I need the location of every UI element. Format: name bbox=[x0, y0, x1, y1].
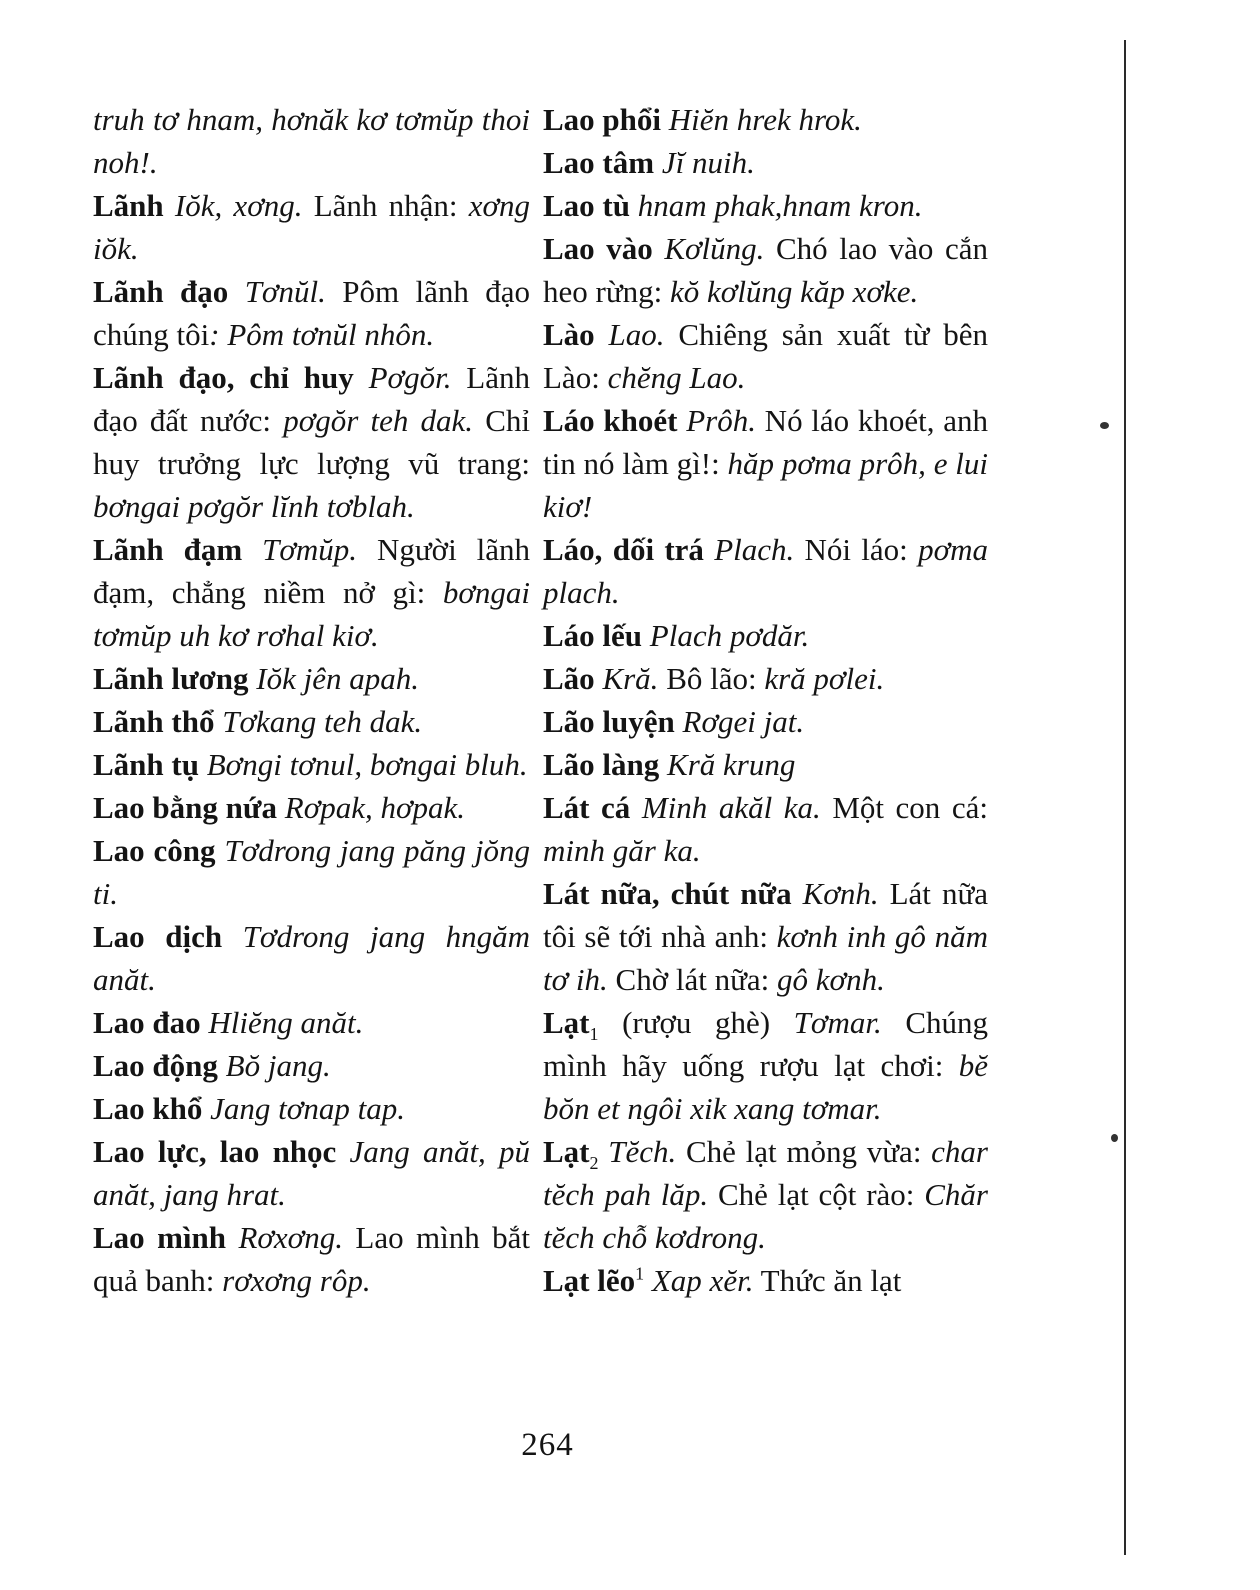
entry-text bbox=[653, 231, 665, 266]
entry-translation: Kơlŭng. bbox=[664, 231, 765, 266]
entry-translation: Prôh. bbox=[686, 403, 756, 438]
dictionary-entry bbox=[543, 98, 988, 141]
entry-translation: minh găr ka. bbox=[543, 833, 701, 868]
entry-text: Người lãnh đạm, chẳng niềm nở gì: bbox=[93, 532, 530, 610]
entry-translation: Tơdrong jang hngăm anăt. bbox=[93, 919, 531, 997]
entry-headword: Lão làng bbox=[543, 747, 660, 782]
entry-headword: Lao động bbox=[93, 1048, 218, 1083]
entry-translation: hnam phak,hnam kron. bbox=[637, 188, 923, 223]
entry-translation: pơma plach. bbox=[543, 532, 988, 610]
entry-headword: Lát nữa, chút nữa bbox=[543, 876, 792, 911]
entry-text bbox=[226, 1220, 238, 1255]
entry-translation: Rơxơng. bbox=[238, 1220, 343, 1255]
entry-translation: Hiĕn hrek hrok. bbox=[668, 102, 862, 137]
entry-translation: Bŏ jang. bbox=[225, 1048, 331, 1083]
entry-headword: Láo lếu bbox=[543, 618, 643, 653]
entry-headword: Lãnh đạo, chỉ huy bbox=[93, 360, 354, 395]
entry-headword: Lãnh đạm bbox=[93, 532, 243, 567]
entry-index: 1 bbox=[589, 1024, 599, 1045]
entry-translation: Jang anăt, pŭ anăt, jang hrat. bbox=[93, 1134, 530, 1212]
dictionary-entry bbox=[93, 356, 530, 528]
entry-headword: Lạt bbox=[543, 1134, 590, 1169]
entry-translation: bĕ bŏn et ngôi xik xang tơmar. bbox=[543, 1048, 988, 1126]
entry-text bbox=[164, 188, 175, 223]
entry-text bbox=[704, 532, 714, 567]
entry-text: Chờ lát nữa: bbox=[607, 962, 778, 997]
dictionary-entry bbox=[543, 786, 988, 872]
entry-translation: rơxơng rôp. bbox=[222, 1263, 371, 1298]
entry-headword: Lạt bbox=[543, 1005, 590, 1040]
entry-translation: Rơgei jat. bbox=[682, 704, 805, 739]
entry-text bbox=[202, 1091, 210, 1126]
dictionary-entry bbox=[543, 313, 988, 399]
entry-translation: Iŏk jên apah. bbox=[256, 661, 419, 696]
entry-text bbox=[675, 704, 683, 739]
entry-headword: Lãnh lương bbox=[93, 661, 249, 696]
entry-text: (rượu ghè) bbox=[598, 1005, 794, 1040]
entry-text: Pôm lãnh đạo chúng tôi bbox=[93, 274, 530, 352]
entry-headword: Lao công bbox=[93, 833, 216, 868]
entry-text bbox=[630, 790, 642, 825]
entry-text bbox=[792, 876, 803, 911]
entry-headword: Lão bbox=[543, 661, 595, 696]
entry-text bbox=[277, 790, 285, 825]
entry-headword: Lát cá bbox=[543, 790, 631, 825]
entry-translation: xơng iŏk. bbox=[93, 188, 531, 266]
entry-translation: Kră krung bbox=[667, 747, 796, 782]
dictionary-entry bbox=[93, 915, 530, 1001]
entry-text: Một con cá: bbox=[820, 790, 988, 825]
dictionary-entry bbox=[543, 141, 988, 184]
entry-translation: Minh akăl ka. bbox=[641, 790, 821, 825]
entry-translation: Kơnh. bbox=[802, 876, 879, 911]
entry-headword: Lão luyện bbox=[543, 704, 675, 739]
entry-text: Chúng mình hãy uống rượu lạt chơi: bbox=[543, 1005, 988, 1083]
entry-text: Nói láo: bbox=[794, 532, 919, 567]
entry-translation: Chăr tĕch chỗ kơdrong. bbox=[543, 1177, 988, 1255]
entry-translation: Tơmar. bbox=[793, 1005, 882, 1040]
entry-text bbox=[661, 102, 669, 137]
entry-text bbox=[242, 532, 262, 567]
page-number: 264 bbox=[521, 1427, 574, 1463]
dictionary-entry bbox=[93, 1044, 530, 1087]
dictionary-entry bbox=[543, 1259, 988, 1302]
entry-headword: Lãnh tụ bbox=[93, 747, 199, 782]
entry-text: Thức ăn lạt bbox=[753, 1263, 902, 1298]
entry-headword: Lao bằng nứa bbox=[93, 790, 278, 825]
entry-text: Chẻ lạt mỏng vừa: bbox=[676, 1134, 932, 1169]
entry-translation: gô kơnh. bbox=[777, 962, 885, 997]
dictionary-entry bbox=[93, 700, 530, 743]
entry-translation: Tơnŭl. bbox=[244, 274, 326, 309]
dictionary-entry bbox=[93, 1087, 530, 1130]
dictionary-entry bbox=[543, 528, 988, 614]
entry-translation: pơgŏr teh dak. bbox=[283, 403, 474, 438]
entry-translation: Tơdrong jang păng jŏng ti. bbox=[93, 833, 530, 911]
dictionary-entry bbox=[93, 184, 530, 270]
dictionary-entry bbox=[543, 184, 988, 227]
entry-headword: Lãnh đạo bbox=[93, 274, 229, 309]
entry-translation: Jang tơnap tap. bbox=[210, 1091, 405, 1126]
entry-text: Bô lão: bbox=[658, 661, 765, 696]
dictionary-entry bbox=[93, 528, 530, 657]
entry-text: Lát nữa tôi sẽ tới nhà anh: bbox=[543, 876, 989, 954]
entry-headword: Lao mình bbox=[93, 1220, 227, 1255]
entry-text: Chỉ huy trưởng lực lượng vũ trang: bbox=[93, 403, 530, 481]
entry-text: Chó lao vào cắn heo rừng: bbox=[543, 231, 989, 309]
entry-translation: Kră. bbox=[602, 661, 659, 696]
scan-speck bbox=[1100, 422, 1109, 429]
entry-text bbox=[222, 919, 243, 954]
entry-translation: Pơgŏr. bbox=[368, 360, 452, 395]
entry-translation: kŏ kơlŭng kăp xơke. bbox=[670, 274, 919, 309]
entry-headword: Lào bbox=[543, 317, 595, 352]
dictionary-entry bbox=[93, 1216, 530, 1302]
entry-headword: Lao khổ bbox=[93, 1091, 203, 1126]
dictionary-entry bbox=[543, 399, 988, 528]
entry-text bbox=[677, 403, 686, 438]
entry-text bbox=[354, 360, 369, 395]
entry-text: Chẻ lạt cột rào: bbox=[708, 1177, 925, 1212]
entry-text: Chiêng sản xuất từ bên Lào: bbox=[543, 317, 989, 395]
entry-text bbox=[659, 747, 667, 782]
entry-translation: Tơkang teh dak. bbox=[222, 704, 423, 739]
entry-text bbox=[642, 618, 650, 653]
scan-speck bbox=[1111, 1134, 1118, 1142]
entry-translation: Hliĕng anăt. bbox=[208, 1005, 364, 1040]
dictionary-entry bbox=[543, 1001, 988, 1130]
entry-text bbox=[336, 1134, 349, 1169]
left-column bbox=[93, 98, 530, 1302]
entry-translation: Rơpak, hơpak. bbox=[284, 790, 466, 825]
entry-text bbox=[599, 1134, 609, 1169]
entry-text bbox=[595, 317, 609, 352]
dictionary-entry bbox=[93, 657, 530, 700]
entry-headword: Láo, dối trá bbox=[543, 532, 704, 567]
dictionary-entry bbox=[543, 743, 988, 786]
entry-text: Lao mình bắt quả banh: bbox=[93, 1220, 531, 1298]
entry-translation: Tĕch. bbox=[608, 1134, 677, 1169]
entry-translation: truh tơ hnam, hơnăk kơ tơmŭp thoi noh!. bbox=[93, 102, 530, 180]
dictionary-entry bbox=[93, 829, 530, 915]
entry-headword: Láo khoét bbox=[543, 403, 678, 438]
dictionary-entry bbox=[543, 657, 988, 700]
entry-translation: hăp pơma prôh, e lui kiơ! bbox=[543, 446, 988, 524]
entry-translation: Jĭ nuih. bbox=[661, 145, 755, 180]
dictionary-entry bbox=[543, 227, 988, 313]
entry-headword: Lao vào bbox=[543, 231, 653, 266]
entry-headword: Lao lực, lao nhọc bbox=[93, 1134, 337, 1169]
entry-translation: bơngai tơmŭp uh kơ rơhal kiơ. bbox=[93, 575, 530, 653]
entry-text bbox=[644, 1263, 652, 1298]
right-column bbox=[543, 98, 988, 1302]
dictionary-entry bbox=[93, 1001, 530, 1044]
entry-translation: kră pơlei. bbox=[764, 661, 885, 696]
entry-translation: char tĕch pah lăp. bbox=[543, 1134, 988, 1212]
dictionary-entry bbox=[543, 700, 988, 743]
entry-headword: Lao phổi bbox=[543, 102, 662, 137]
entry-translation: Plach pơdăr. bbox=[649, 618, 810, 653]
entry-text bbox=[630, 188, 638, 223]
entry-translation: Plach. bbox=[714, 532, 795, 567]
entry-text bbox=[654, 145, 662, 180]
entry-headword: Lãnh bbox=[93, 188, 164, 223]
entry-translation: chĕng Lao. bbox=[607, 360, 746, 395]
dictionary-entry bbox=[93, 98, 530, 184]
entry-text: Lãnh nhận: bbox=[302, 188, 469, 223]
entry-text bbox=[228, 274, 244, 309]
entry-headword: Lao đao bbox=[93, 1005, 201, 1040]
entry-translation: Iŏk, xơng. bbox=[174, 188, 303, 223]
entry-text bbox=[199, 747, 207, 782]
dictionary-entry bbox=[543, 614, 988, 657]
entry-headword: Lao dịch bbox=[93, 919, 223, 954]
dictionary-entry bbox=[93, 786, 530, 829]
dictionary-entry bbox=[543, 1130, 988, 1259]
entry-headword: Lãnh thổ bbox=[93, 704, 215, 739]
entry-translation: kơnh inh gô năm tơ ih. bbox=[543, 919, 988, 997]
entry-headword: Lạt lẽo bbox=[543, 1263, 636, 1298]
dictionary-entry bbox=[93, 270, 530, 356]
entry-headword: Lao tù bbox=[543, 188, 630, 223]
entry-translation: Lao. bbox=[608, 317, 665, 352]
entry-translation: : Pôm tơnŭl nhôn. bbox=[209, 317, 435, 352]
dictionary-entry bbox=[93, 743, 530, 786]
entry-text: Nó láo khoét, anh tin nó làm gì!: bbox=[543, 403, 988, 481]
entry-translation: Tơmŭp. bbox=[262, 532, 358, 567]
entry-text bbox=[218, 1048, 226, 1083]
entry-index: 1 bbox=[635, 1263, 645, 1284]
dictionary-entry bbox=[93, 1130, 530, 1216]
entry-translation: Bơngi tơnul, bơngai bluh. bbox=[206, 747, 528, 782]
entry-headword: Lao tâm bbox=[543, 145, 655, 180]
dictionary-entry bbox=[543, 872, 988, 1001]
entry-translation: bơngai pơgŏr lĭnh tơblah. bbox=[93, 489, 415, 524]
entry-text: Lãnh đạo đất nước: bbox=[93, 360, 531, 438]
entry-translation: Xap xĕr. bbox=[651, 1263, 754, 1298]
binding-margin-line bbox=[1124, 40, 1126, 1555]
entry-index: 2 bbox=[589, 1153, 599, 1174]
